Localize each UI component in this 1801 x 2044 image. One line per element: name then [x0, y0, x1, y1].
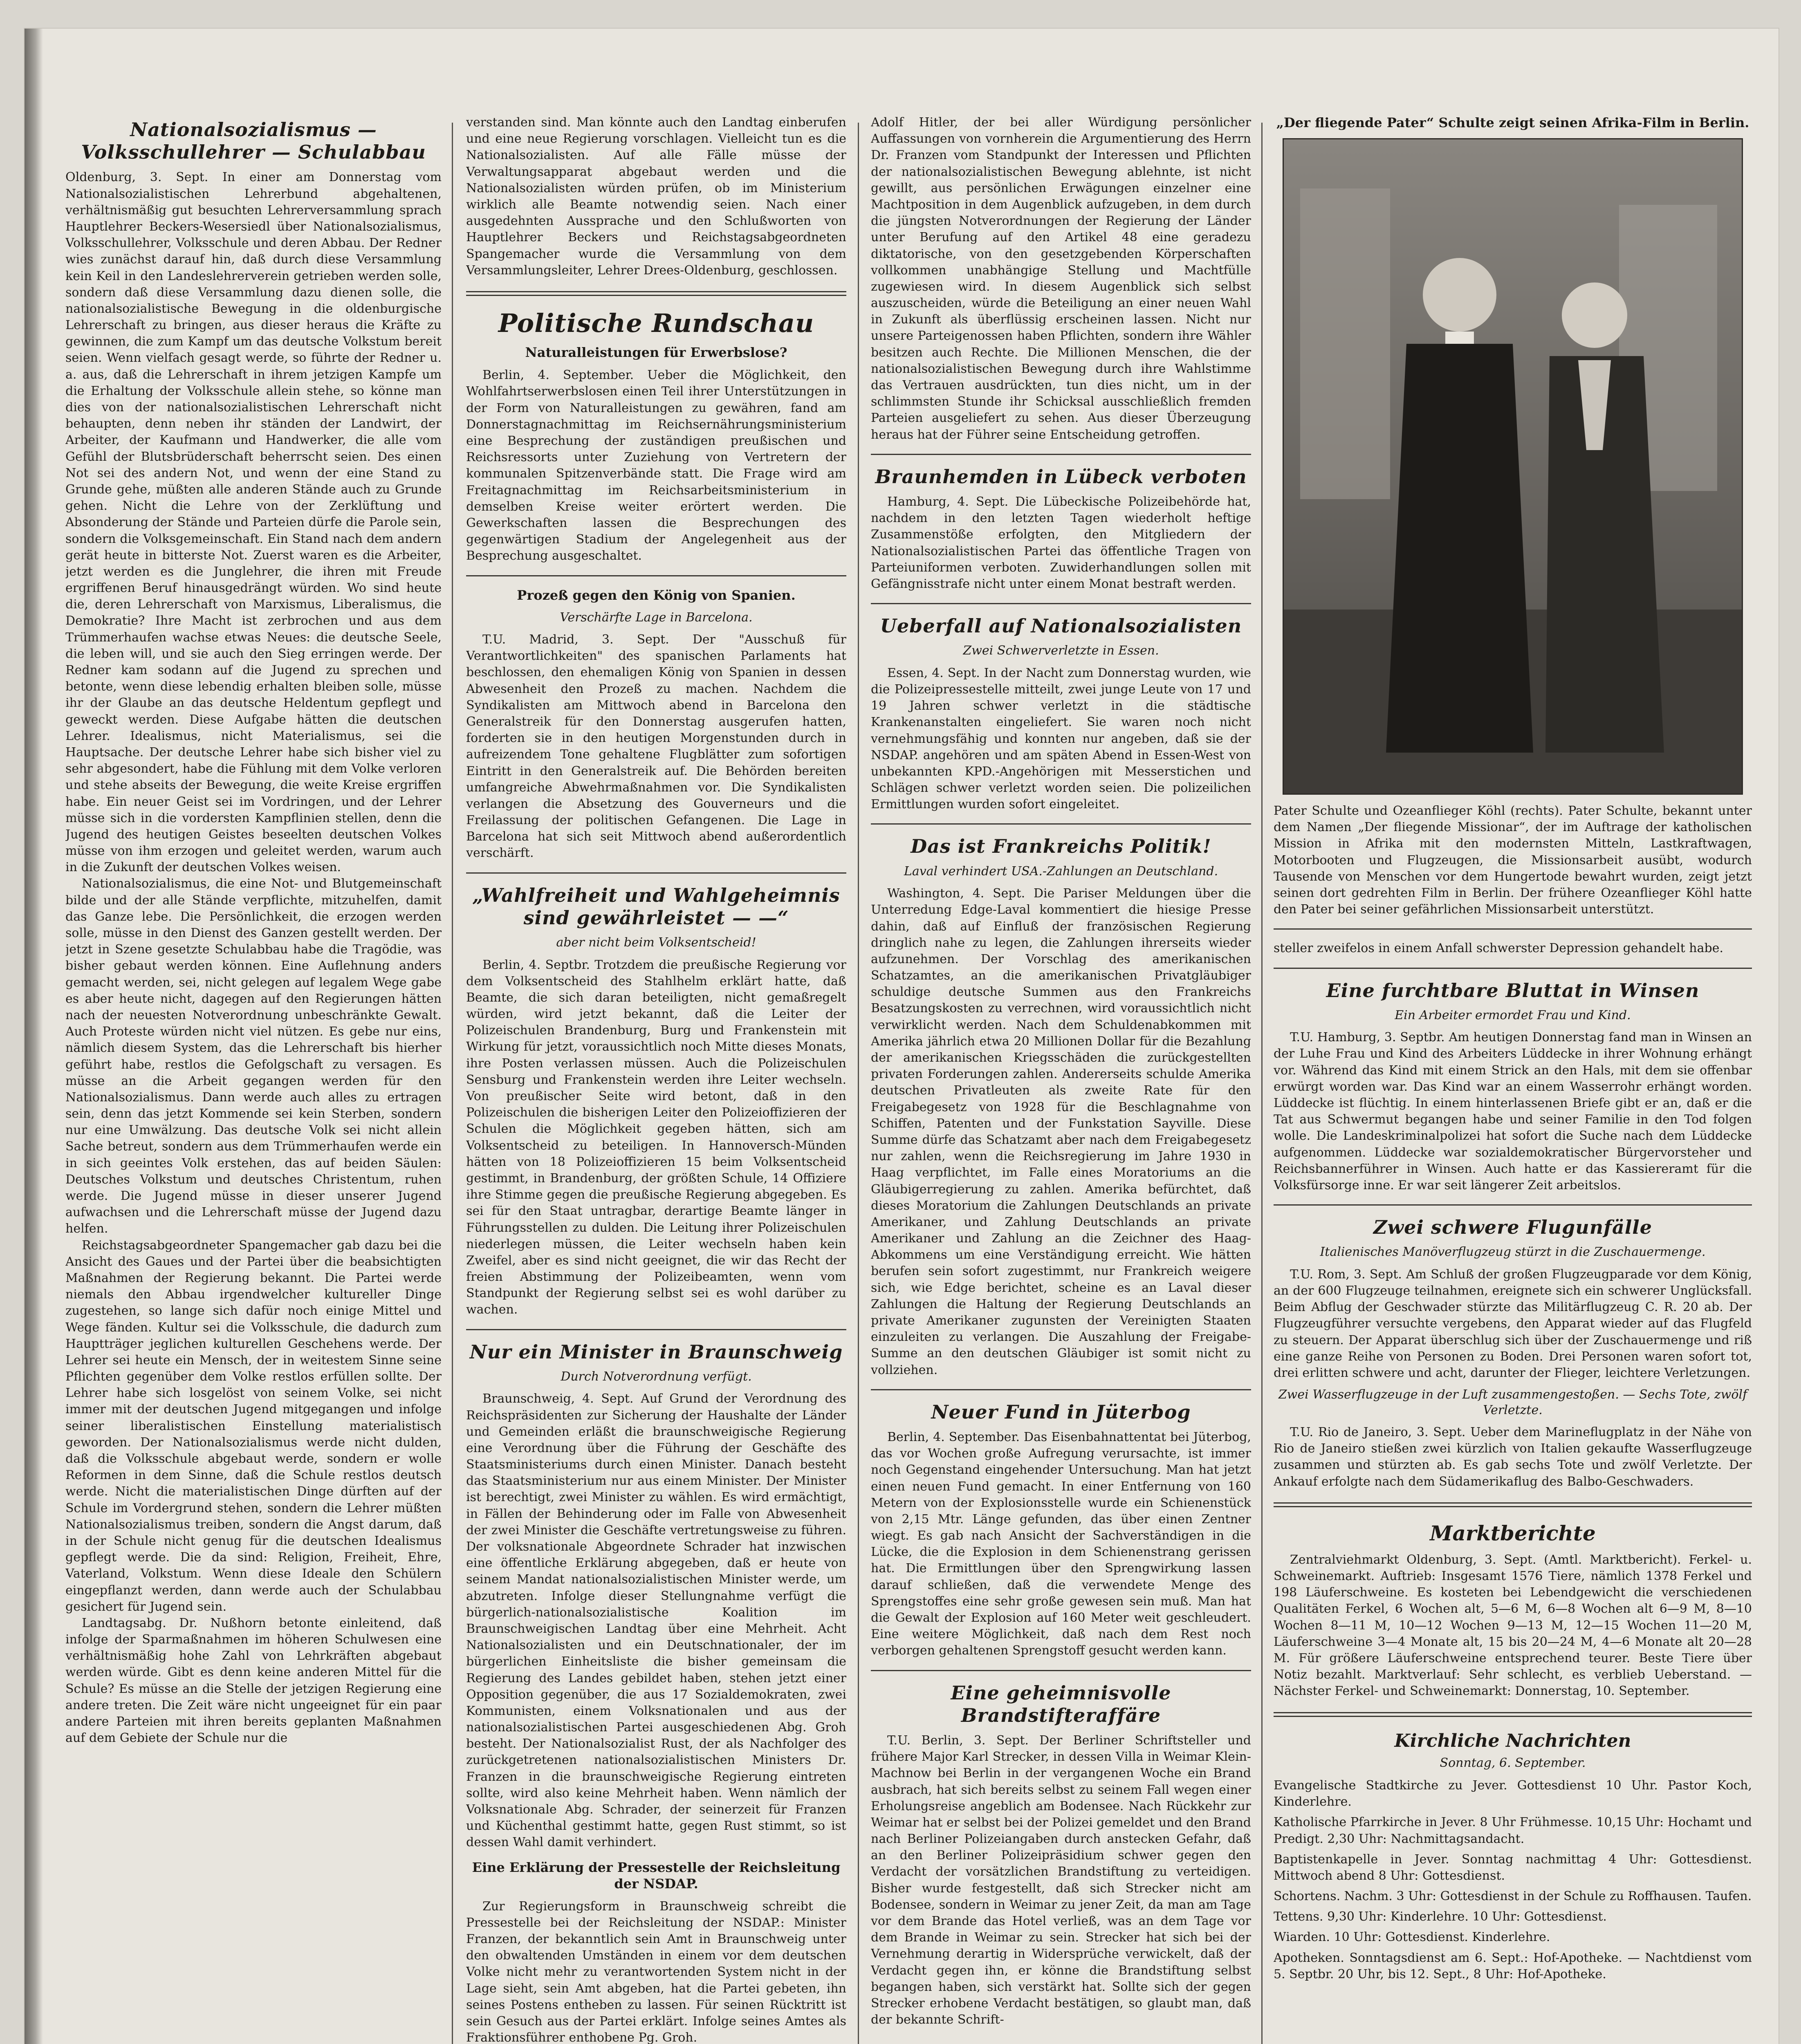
article-body: Hamburg, 4. Sept. Die Lübeckische Polizeibehörde hat, nachdem in den letzten Tagen wiederholt heftige Zusammenstöße erfolgten, den Mitgliedern der Nationalsozialistischen Partei das öffentliche Tragen von Parteiuniformen verboten. Zuwiderhandlungen sollen mit Gefängnisstrafe nicht unter einem Monat bestraft werden.: [871, 494, 1251, 591]
divider: [466, 872, 846, 874]
article-body: T.U. Rio de Janeiro, 3. Sept. Ueber dem Marineflugplatz in der Nähe von Rio de Janeiro stießen zwei kürzlich von Italien gekaufte Wasserflugzeuge zusammen und stürzten ab. Es gab sechs Tote und zwölf Verletzte. Der Ankauf erfolgte nach dem Südamerikaflug des Balbo-Geschwaders.: [1274, 1425, 1752, 1489]
article-subtitle: Zwei Schwerverletzte in Essen.: [963, 643, 1159, 658]
article-headline: Eine furchtbare Bluttat in Winsen: [1326, 979, 1700, 1002]
article-subtitle: Italienisches Manöverflugzeug stürzt in die Zuschauermenge.: [1320, 1245, 1706, 1260]
church-entry: Baptistenkapelle in Jever. Sonntag nachmittag 4 Uhr: Gottesdienst. Mittwoch abend 8 Uhr: Gottesdienst.: [1274, 1852, 1752, 1883]
article-subtitle: aber nicht beim Volksentscheid!: [556, 935, 756, 950]
article-subtitle: Laval verhindert USA.-Zahlungen an Deutschland.: [904, 864, 1218, 879]
divider: [871, 1670, 1251, 1671]
article-headline: Eine geheimnisvolle Brandstifteraffäre: [951, 1681, 1171, 1726]
article-headline: Eine Erklärung der Pressestelle der Reichsleitung der NSDAP.: [472, 1859, 841, 1892]
article-headline: Prozeß gegen den König von Spanien.: [517, 587, 796, 603]
photo-caption: Pater Schulte und Ozeanflieger Köhl (rechts). Pater Schulte, bekannt unter dem Namen „Der fliegende Missionar“, der im Auftrage der katholischen Mission in Afrika mit den modernsten Mitteln, Lastkraftwagen, Motorbooten und Flugzeugen, die Missionsarbeit ausübt, wodurch Tausende von Menschen vor dem Hungertode bewahrt wurden, zeigt jetzt seinen dort gedrehten Film in Berlin. Der frühere Ozeanflieger Köhl hatte den Pater bei seiner gefährlichen Missionsarbeit unterstützt.: [1274, 804, 1752, 917]
article-headline: Ueberfall auf Nationalsozialisten: [880, 615, 1242, 637]
article-body: Berlin, 4. Septbr. Trotzdem die preußische Regierung vor dem Volksentscheid des Stahlhelm erklärt hatte, daß Beamte, die sich daran beteiligten, nicht gemaßregelt würden, wird jetzt bekannt, daß die Leiter der Polizeischulen Brandenburg, Burg und Frankenstein mit Wirkung für jetzt, voraussichtlich noch Mitte dieses Monats, ihre Posten verlassen müssen. Auch die Polizeischulen Sensburg und Frankenstein werden ihre Leiter wechseln. Von preußischer Seite wird betont, daß in den Polizeischulen die bisherigen Leiter den Polizeioffizieren der Schulen die Möglichkeit gegeben hätten, sich am Volksentscheid zu beteiligen. In Hannoversch-Münden hätten von 18 Polizeioffizieren 15 beim Volksentscheid gestimmt, in Brandenburg, der größten Schule, 14 Offiziere ihre Stimme gegen die preußische Regierung abgegeben. Es sei für den Staat untragbar, derartige Beamte länger in Führungsstellen zu dulden. Die Leitung ihrer Polizeischulen niederlegen müssen, die Leiter wechseln haben kein Zweifel, aber es sind nicht geeignet, die wir das Recht der freien Abstimmung der Polizeibeamten, wenn vom Standpunkt der Regierung selbst sei es wohl darüber zu wachen.: [466, 957, 846, 1317]
divider: [1274, 1204, 1752, 1206]
divider: [871, 603, 1251, 604]
photo-headline: „Der fliegende Pater“ Schulte zeigt seinen Afrika-Film in Berlin.: [1276, 115, 1749, 130]
article-body: Zur Regierungsform in Braunschweig schreibt die Pressestelle bei der Reichsleitung der NSDAP.: Minister Franzen, der bekanntlich sein Amt in Braunschweig unter den obwaltenden Umständen in einem vor dem deutschen Volke nicht mehr zu verantwortenden System nicht in der Lage sieht, sein Amt abgeben, hat die Partei gebeten, ihn seines Postens entheben zu lassen. Für seinen Rücktritt ist sein Gesuch aus der Partei erklärt. Infolge seines Amtes als Fraktionsführer enthobene Pg. Groh.: [466, 1899, 846, 2044]
section-title: Marktberichte: [1430, 1521, 1596, 1545]
article-continuation: Adolf Hitler, der bei aller Würdigung persönlicher Auffassungen von vornherein die Argumentierung des Herrn Dr. Franzen vom Standpunkt der Interessen und Pflichten der nationalsozialistischen Bewegung ablehnte, ist nicht gewillt, aus persönlichen Erwägungen einzelner eine Machtposition in dem Augenblick aufzugeben, in dem durch die jüngsten Notverordnungen der Regierung der Länder unter Berufung auf den Artikel 48 eine geradezu diktatorische, von den gesetzgebenden Körperschaften vollkommen unabhängige Stellung und Machtfülle zugewiesen wird. In diesem Augenblick sich selbst auszuscheiden, würde die Beteiligung an einer neuen Wahl in Zukunft als überflüssig erscheinen lassen. Nicht nur unsere Parteigenossen haben Pflichten, sondern ihre Wähler besitzen auch Rechte. Die Millionen Menschen, die der nationalsozialistischen Bewegung durch ihre Wahlstimme das Vertrauen ausdrückten, tun dies nicht, um in der schlimmsten Stunde ihr Schicksal ausschließlich fremden Parteien ausgeliefert zu sehen. Aus dieser Überzeugung heraus hat der Führer seine Entscheidung getroffen.: [871, 115, 1251, 442]
article-body: T.U. Madrid, 3. Sept. Der "Ausschuß für Verantwortlichkeiten" des spanischen Parlaments hat beschlossen, den ehemaligen König von Spanien in dessen Abwesenheit den Prozeß zu machen. Nachdem die Syndikalisten am Mittwoch abend in Barcelona den Generalstreik für den Donnerstag ausgerufen hatten, forderten sie in den heutigen Morgenstunden durch in aufreizendem Tone gehaltene Flugblätter zum sofortigen Eintritt in den Generalstreik auf. Die Behörden bereiten umfangreiche Abwehrmaßnahmen vor. Die Syndikalisten verlangen die Absetzung des Gouverneurs und die Freilassung der politischen Gefangenen. Die Lage in Barcelona hat sich seit Mittwoch abend außerordentlich verschärft.: [466, 632, 846, 861]
article-headline: Zwei schwere Flugunfälle: [1373, 1216, 1653, 1239]
binding-gutter: [25, 29, 43, 2044]
article-headline: Braunhemden in Lübeck verboten: [875, 465, 1247, 488]
article-body: Essen, 4. Sept. In der Nacht zum Donnerstag wurden, wie die Polizeipressestelle mitteilt, zwei junge Leute von 17 und 19 Jahren schwer verletzt in die städtische Krankenanstalten eingeliefert. Sie waren noch nicht vernehmungsfähig und konnten nur angeben, daß sie der NSDAP. angehören und am späten Abend in Essen-West von unbekannten KPD.-Angehörigen mit Messerstichen und Schlägen schwer verletzt worden seien. Die polizeilichen Ermittlungen wurden sofort eingeleitet.: [871, 666, 1251, 812]
church-entry: Wiarden. 10 Uhr: Gottesdienst. Kinderlehre.: [1274, 1930, 1550, 1945]
divider: [1274, 928, 1752, 930]
article-paragraph: Nationalsozialismus, die eine Not- und Blutgemeinschaft bilde und der alle Stände verpflichte, mitzuhelfen, damit das Ganze lebe. Die Persönlichkeit, die erzogen werden solle, müsse in den Dienst des Ganzen gestellt werden. Der jetzt in Szene gesetzte Schulabbau habe die Tragödie, was bisher gebaut werden können. Eine Auflehnung anders gemacht werden, sei, nicht gelegen auf legalem Wege gabe es aber heute nicht, dagegen auf den Regierungen hätten nach der neuesten Notverordnung unbeschränkte Gewalt. Auch Proteste würden nicht viel nützen. Es gebe nur eins, nämlich diesem System, das die Lehrerschaft bis hierher geführt habe, restlos die Gefolgschaft zu versagen. Es müsse an die Arbeit gegangen werden für den Nationalsozialismus. Dann werde auch alles zu ertragen sein, denn das jetzt Kommende sei kein Sterben, sondern nur eine Umwälzung. Das deutsche Volk sei nicht allein Sache betreut, sondern aus dem Trümmerhaufen werde ein in sich geeintes Volk erstehen, das auf beiden Säulen: Deutsches Volkstum und deutsches Christentum, ruhen werde. Die Jugend müsse in dieser unserer Jugend aufwachsen und die Lehrerschaft müsse der Jugend dazu helfen.: [65, 876, 442, 1236]
article-headline: „Wahlfreiheit und Wahlgeheimnis sind gewährleistet — —“: [472, 884, 840, 929]
article-body: T.U. Berlin, 3. Sept. Der Berliner Schriftsteller und frühere Major Karl Strecker, in dessen Villa in Weimar Klein-Machnow bei Berlin in der vergangenen Woche ein Brand ausbrach, hat sich bereits selbst zu seinem Fall wegen einer Erholungsreise angeblich am Bodensee. Nach Rückkehr zur Weimar hat er selbst bei der Polizei gemeldet und den Brand nach Berliner Polizeiangaben durch anstecken Gefahr, daß an den Berliner Polizeipräsidium schwer gegen den Verdacht der vorsätzlichen Brandstiftung zu verteidigen. Bisher wurde festgestellt, daß sich Strecker nicht am Bodensee, sondern in Weimar zu jener Zeit, da man am Tage vor dem Brande das Hotel verließ, was an dem Tage vor dem Brande in Weimar zu sein. Strecker hat sich bei der Vernehmung derartig in Widersprüche verwickelt, daß der Verdacht gegen ihn, er könne die Brandstiftung selbst begangen haben, sich verstärkt hat. Sollte sich der gegen Strecker erhobene Verdacht bestätigen, so glaubt man, daß der bekannte Schrift-: [871, 1733, 1251, 2027]
divider: [466, 1329, 846, 1330]
column-1: [65, 114, 442, 2044]
church-entry: Katholische Pfarrkirche in Jever. 8 Uhr Frühmesse. 10,15 Uhr: Hochamt und Predigt. 2,30 Uhr: Nachmittagsandacht.: [1274, 1815, 1752, 1846]
section-title: Kirchliche Nachrichten: [1394, 1730, 1631, 1751]
article-body: T.U. Hamburg, 3. Septbr. Am heutigen Donnerstag fand man in Winsen an der Luhe Frau und Kind des Arbeiters Lüddecke in ihrer Wohnung erhängt vor. Während das Kind mit einem Strick an den Hals, mit dem sie offenbar erwürgt worden war. Das Kind war an einem Wasserrohr erhängt worden. Lüddecke ist flüchtig. In einem hinterlassenen Briefe gibt er an, daß er die Tat aus Schwermut begangen habe und seiner Familie in den Tod folgen wolle. Die Landeskriminalpolizei hat sofort die Suche nach dem Lüddecke aufgenommen. Lüddecke war sozialdemokratischer Bürgervorsteher und Reichsbannerführer in Winsen. Auch hatte er das Kassiereramt für die Volksfürsorge inne. Er war seit längerer Zeit arbeitslos.: [1274, 1030, 1752, 1192]
church-entry: Schortens. Nachm. 3 Uhr: Gottesdienst in der Schule zu Roffhausen. Taufen.: [1274, 1889, 1752, 1904]
article-body: Berlin, 4. September. Ueber die Möglichkeit, den Wohlfahrtserwerbslosen einen Teil ihrer Unterstützungen in der Form von Naturalleistungen zu gewähren, fand am Donnerstagnachmittag im Reichsernährungsministerium eine Besprechung der zuständigen preußischen und Reichsressorts unter Zuziehung von Vertretern der kommunalen Spitzenverbände statt. Die Frage wird am Freitagnachmittag im Reichsarbeitsministerium in demselben Kreise weiter erörtert werden. Die Gewerkschaften lassen die Besprechungen des gegenwärtigen Stadium der Angelegenheit aus der Besprechung ausgeschaltet.: [466, 368, 846, 563]
article-body: Washington, 4. Sept. Die Pariser Meldungen über die Unterredung Edge-Laval kommentiert die hiesige Presse dahin, daß auf Einfluß der französischen Regierung dringlich nahe zu legen, die Zahlungen ihrerseits wieder aufzunehmen. Der Vorschlag des amerikanischen Schatzamtes, an die amerikanischen Privatgläubiger schuldige deutsche Summen aus den Frankreichs Besatzungskosten zu verrechnen, wird voraussichtlich nicht verwirklicht werden. Nach dem Schuldenabkommen mit Amerika jährlich etwa 20 Millionen Dollar für die Bezahlung der amerikanischen Kriegsschäden die zurückgestellten privaten Forderungen zahlen. Andererseits schulde Amerika deutschen Privatleuten als zweite Rate für den Freigabegesetz von 1928 für die Beschlagnahme von Schiffen, Patenten und der Funkstation Sayville. Diese Summe dürfe das Schatzamt aber nach dem Freigabegesetz nur zahlen, wenn die Reichsregierung im Jahre 1930 in Haag verpflichtet, im Falle eines Moratoriums an die Gläubigerregierung zu zahlen. Amerika befürchtet, daß dieses Moratorium die Zahlungen Deutschlands an private Amerikaner, und Zahlung Deutschlands an private Amerikaner und Zahlung an die Zeichner des Haag-Abkommens um eine Verständigung erreicht. Wie hätten berufen sein sofort zugestimmt, nur Frankreich weigere sich, wie Edge berichtet, scheine es an Laval dieser Zahlungen die Haltung der Regierung Deutschlands an private Amerikaner zugunsten der Vereinigten Staaten einzuleiten zu verlangen. Die Auszahlung der Freigabe-Summe an den deutschen Gläubiger ist somit nicht zu vollziehen.: [871, 886, 1251, 1377]
divider: [871, 823, 1251, 825]
divider: [466, 575, 846, 576]
church-entry: Evangelische Stadtkirche zu Jever. Gottesdienst 10 Uhr. Pastor Koch, Kinderlehre.: [1274, 1778, 1752, 1809]
column-3: [871, 114, 1251, 2044]
column-4: [1274, 114, 1752, 2044]
article-body: Zentralviehmarkt Oldenburg, 3. Sept. (Amtl. Marktbericht). Ferkel- u. Schweinemarkt. Auftrieb: Insgesamt 1576 Tiere, nämlich 1378 Ferkel und 198 Läuferschweine. Es kosteten bei Lebendgewicht die verschiedenen Qualitäten Ferkel, 6 Wochen alt, 5—6 M, 6—8 Wochen alt 6—9 M, 8—10 Wochen 8—11 M, 10—12 Wochen 9—13 M, 12—15 Wochen 11—20 M, Läuferschweine 3—4 Monate alt, 15 bis 20—24 M, 4—6 Monate alt 20—28 M. Für größere Läuferschweine entsprechend teurer. Beste Tiere über Notiz bezahlt. Marktverlauf: Sehr schlecht, es verblieb Ueberstand. — Nächster Ferkel- und Schweinemarkt: Donnerstag, 10. September.: [1274, 1552, 1752, 1699]
article-body: Braunschweig, 4. Sept. Auf Grund der Verordnung des Reichspräsidenten zur Sicherung der Haushalte der Länder und Gemeinden erläßt die braunschweigische Regierung eine Verordnung über die Führung der Geschäfte des Staatsministeriums durch einen Minister. Danach besteht das Staatsministerium nur aus einem Minister. Der Minister ist berechtigt, zwei Minister zu wählen. Es wird ermächtigt, in Fällen der Behinderung oder im Falle von Abwesenheit der zwei Minister die Geschäfte vertretungsweise zu führen. Der volksnationale Abgeordnete Schrader hat inzwischen eine öffentliche Erklärung abgegeben, daß er heute von seinem Mandat nationalsozialistischen Minister werde, um abzutreten. Infolge dieser Stellungnahme verfügt die bürgerlich-nationalsozialistische Koalition im Braunschweigischen Landtag über eine Mehrheit. Acht Nationalsozialisten und ein Deutschnationaler, der im bürgerlichen Einheitsliste die bisher gemeinsam die Regierung des Landes gebildet haben, stehen jetzt einer Opposition gegenüber, die aus 17 Sozialdemokraten, zwei Kommunisten, einem Volksnationalen und aus der nationalsozialistischen Partei ausgeschiedenen Abg. Groh besteht. Der Nationalsozialist Rust, der als Nachfolger des zurückgetretenen nationalsozialistischen Ministers Dr. Franzen in die braunschweigische Regierung eintreten sollte, wird also keine Mehrheit haben. Wenn nämlich der Volksnationale Abg. Schrader, der seinerzeit für Franzen und Küchenthal gestimmt hatte, gegen Rust stimmt, so ist dessen Wahl damit verhindert.: [466, 1392, 846, 1850]
divider: [871, 1389, 1251, 1390]
divider: [871, 454, 1251, 455]
article-headline: Nationalsozialismus — Volksschullehrer — Schulabbau: [81, 119, 426, 164]
article-paragraph: Oldenburg, 3. Sept. In einer am Donnerstag vom Nationalsozialistischen Lehrerbund abgehaltenen, verhältnismäßig gut besuchten Lehrerversammlung sprach Hauptlehrer Beckers-Wesersiedl über Nationalsozialismus, Volksschullehrer, Volksschule und deren Abbau. Der Redner wies zunächst darauf hin, daß durch diese Versammlung kein Keil in den Landeslehrerverein getrieben werden solle, sondern daß diese Versammlung dazu dienen solle, die nationalsozialistische Bewegung in die oldenburgische Lehrerschaft zu bringen, aus dieser heraus die Kräfte zu gewinnen, die zum Kampf um das deutsche Volkstum bereit seien. Wenn vielfach gesagt werde, so führte der Redner u. a. aus, daß die Lehrerschaft in ihrem jetzigen Kampfe um die Erhaltung der Volksschule allein stehe, so könne man dies von der nationalsozialistischen Lehrerschaft nicht behaupten, denn neben ihr ständen der Landwirt, der Arbeiter, der Kaufmann und Handwerker, die alle vom Gefühl der Blutsbrüderschaft beherrscht seien. Des einen Not sei des andern Not, und wenn der eine Stand zu Grunde gehe, müßten alle anderen Stände auch zu Grunde gehen. Nicht die Lehre von der Zerklüftung und Absonderung der Stände und Parteien dürfe die Parole sein, sondern die Volksgemeinschaft. Ein Stand nach dem andern gerät heute in bitterste Not. Zuerst waren es die Arbeiter, jetzt werden es die Junglehrer, die ihren mit Freude ergriffenen Beruf hinausgedrängt würden. Wo sind heute die, deren Lehrerschaft von Marxismus, Liberalismus, die Demokratie? Ihre Macht ist zerbrochen und aus dem Trümmerhaufen wachse etwas Neues: die deutsche Seele, die leben will, und sie auch den Sieg erringen werde. Der Redner kam sodann auf die Jugend zu sprechen und betonte, wenn diese lebendig erhalten bleiben solle, müsse ihr der Glaube an das deutsche Heldentum gepflegt und geweckt werden. Diese Aufgabe hätten die deutschen Lehrer. Idealismus, nicht Materialismus, sei die Hauptsache. Der deutsche Lehrer habe sich bisher viel zu sehr abgesondert, habe die Fühlung mit dem Volke verloren und stehe abseits der Bewegung, die weite Kreise ergriffen habe. Ein neuer Geist sei im Vordringen, und der Lehrer müsse sich in die vordersten Kampflinien stellen, denn die Jugend des heutigen Geistes beseelten deutschen Volkes müsse von ihm erzogen und geleitet werden, warum auch in die Zukunft der deutschen Volkes weisen.: [65, 170, 442, 875]
church-entry: Tettens. 9,30 Uhr: Kinderlehre. 10 Uhr: Gottesdienst.: [1274, 1910, 1607, 1924]
article-body: T.U. Rom, 3. Sept. Am Schluß der großen Flugzeugparade vor dem König, an der 600 Flugzeuge teilnahmen, ereignete sich ein schwerer Unglücksfall. Beim Abflug der Geschwader stürzte das Militärflugzeug C. R. 20 ab. Der Flugzeugführer versuchte vergebens, den Apparat wieder auf das Flugfeld zu steuern. Der Apparat überschlug sich über der Zuschauermenge und riß eine ganze Reihe von Personen zu Boden. Drei Personen waren sofort tot, drei erlitten schwere und acht, darunter der Flieger, leichtere Verletzungen.: [1274, 1267, 1752, 1380]
section-divider: [1274, 1712, 1752, 1717]
column-rule: [452, 123, 453, 2044]
article-subtitle: Verschärfte Lage in Barcelona.: [560, 610, 753, 625]
article-paragraph: Landtagsabg. Dr. Nußhorn betonte einleitend, daß infolge der Sparmaßnahmen im höheren Schulwesen eine verhältnismäßig hohe Zahl von Lehrkräften abgebaut werden würde. Gibt es denn keine anderen Mittel für die Schule? Es müsse an die Stelle der jetzigen Regierung eine andere treten. Die Zeit wäre nicht ungeeignet für ein paar andere Parteien mit ihren bereits geplanten Maßnahmen auf dem Gebiete der Schule nur die: [65, 1616, 442, 1746]
article-subtitle: Durch Notverordnung verfügt.: [561, 1369, 752, 1384]
article-headline: Naturalleistungen für Erwerbslose?: [525, 345, 787, 361]
section-title: Politische Rundschau: [498, 308, 814, 338]
article-continuation: steller zweifelos in einem Anfall schwerster Depression gehandelt habe.: [1274, 941, 1723, 956]
section-divider: [466, 291, 846, 296]
article-paragraph: Reichstagsabgeordneter Spangemacher gab dazu bei die Ansicht des Gaues und der Partei über die beabsichtigten Maßnahmen der Regierung bekannt. Die Partei werde niemals den Abbau irgendwelcher kultureller Dinge zugestehen, so lange sich dafür noch einige Mittel und Wege fänden. Kultur sei die Volksschule, die dadurch zum Hauptträger jeglichen kulturellen Geschehens werde. Der Lehrer sei heute ein Mensch, der in weitestem Sinne seine Pflichten gegenüber dem Volke restlos erfüllen sollte. Der Lehrer habe sich losgelöst von seinem Volke, sei nicht immer mit der deutschen Jugend mitgegangen und infolge seiner liberalistischen Einstellung materialistisch geworden. Der Nationalsozialismus werde nicht dulden, daß die Volksschule abgebaut werde, sondern er wolle Reformen in dem Sinne, daß die Schule restlos deutsch werde. Nicht die materialistischen Dinge dürften auf der Schule im Vordergrund stehen, sondern die Lehrer müßten Nationalsozialismus treiben, sondern die Angst darum, daß in der Schule nicht genug für die deutschen Idealismus gepflegt werde. Die da sind: Religion, Freiheit, Ehre, Vaterland, Volkstum. Wenn diese Ideale den Schülern eingepflanzt werden, dann werde auch der Schulabbau gesichert für Jugend sein.: [65, 1238, 442, 1614]
article-subtitle: Zwei Wasserflugzeuge in der Luft zusammengestoßen. — Sechs Tote, zwölf Verletzte.: [1278, 1387, 1747, 1417]
article-headline: Das ist Frankreichs Politik!: [911, 835, 1211, 858]
photo-two-men-icon: [1284, 139, 1742, 793]
article-headline: Nur ein Minister in Braunschweig: [469, 1340, 843, 1363]
article-body: Berlin, 4. September. Das Eisenbahnattentat bei Jüterbog, das vor Wochen große Aufregung verursachte, ist immer noch Gegenstand eingehender Untersuchung. Man hat jetzt einen neuen Fund gemacht. In einer Entfernung von 160 Metern von der Explosionsstelle wurde ein Schienenstück von 2,15 Mtr. Länge gefunden, das über einen Zentner wiegt. Es gab nach Ansicht der Sachverständigen in die Lücke, die die Explosion in dem Schienenstrang gerissen hat. Die Ermittlungen über den Sprengwirkung lassen darauf schließen, daß die verwendete Menge des Sprengstoffes eine sehr große gewesen sein muß. Man hat die Gewalt der Explosion auf 160 Meter weit geschleudert. Eine weitere Möglichkeit, daß nach dem Rest noch verborgen gehaltenen Sprengstoff gesucht werden kann.: [871, 1430, 1251, 1658]
column-2: [466, 114, 846, 2044]
article-continuation: verstanden sind. Man könnte auch den Landtag einberufen und eine neue Regierung vorschlagen. Vielleicht tun es die Nationalsozialisten. Auf alle Fälle müsse der Verwaltungsapparat abgebaut werden und die Nationalsozialisten würden prüfen, ob im Ministerium wirklich alle Beamte notwendig seien. Nach einer ausgedehnten Aussprache und den Schlußworten von Hauptlehrer Beckers und Reichstagsabgeordneten Spangemacher wurde die Versammlung von dem Versammlungsleiter, Lehrer Drees-Oldenburg, geschlossen.: [466, 115, 846, 278]
section-divider: [1274, 1502, 1752, 1507]
church-date: Sonntag, 6. September.: [1440, 1756, 1586, 1771]
news-photo: [1283, 138, 1743, 795]
newspaper-page: [25, 29, 1779, 2044]
column-rule: [858, 123, 859, 2044]
article-subtitle: Ein Arbeiter ermordet Frau und Kind.: [1395, 1008, 1631, 1022]
divider: [1274, 968, 1752, 969]
article-headline: Neuer Fund in Jüterbog: [931, 1401, 1191, 1423]
column-rule: [1261, 123, 1263, 2044]
church-entry: Apotheken. Sonntagsdienst am 6. Sept.: Hof-Apotheke. — Nachtdienst vom 5. Septbr. 20 Uhr, bis 12. Sept., 8 Uhr: Hof-Apotheke.: [1274, 1950, 1752, 1981]
